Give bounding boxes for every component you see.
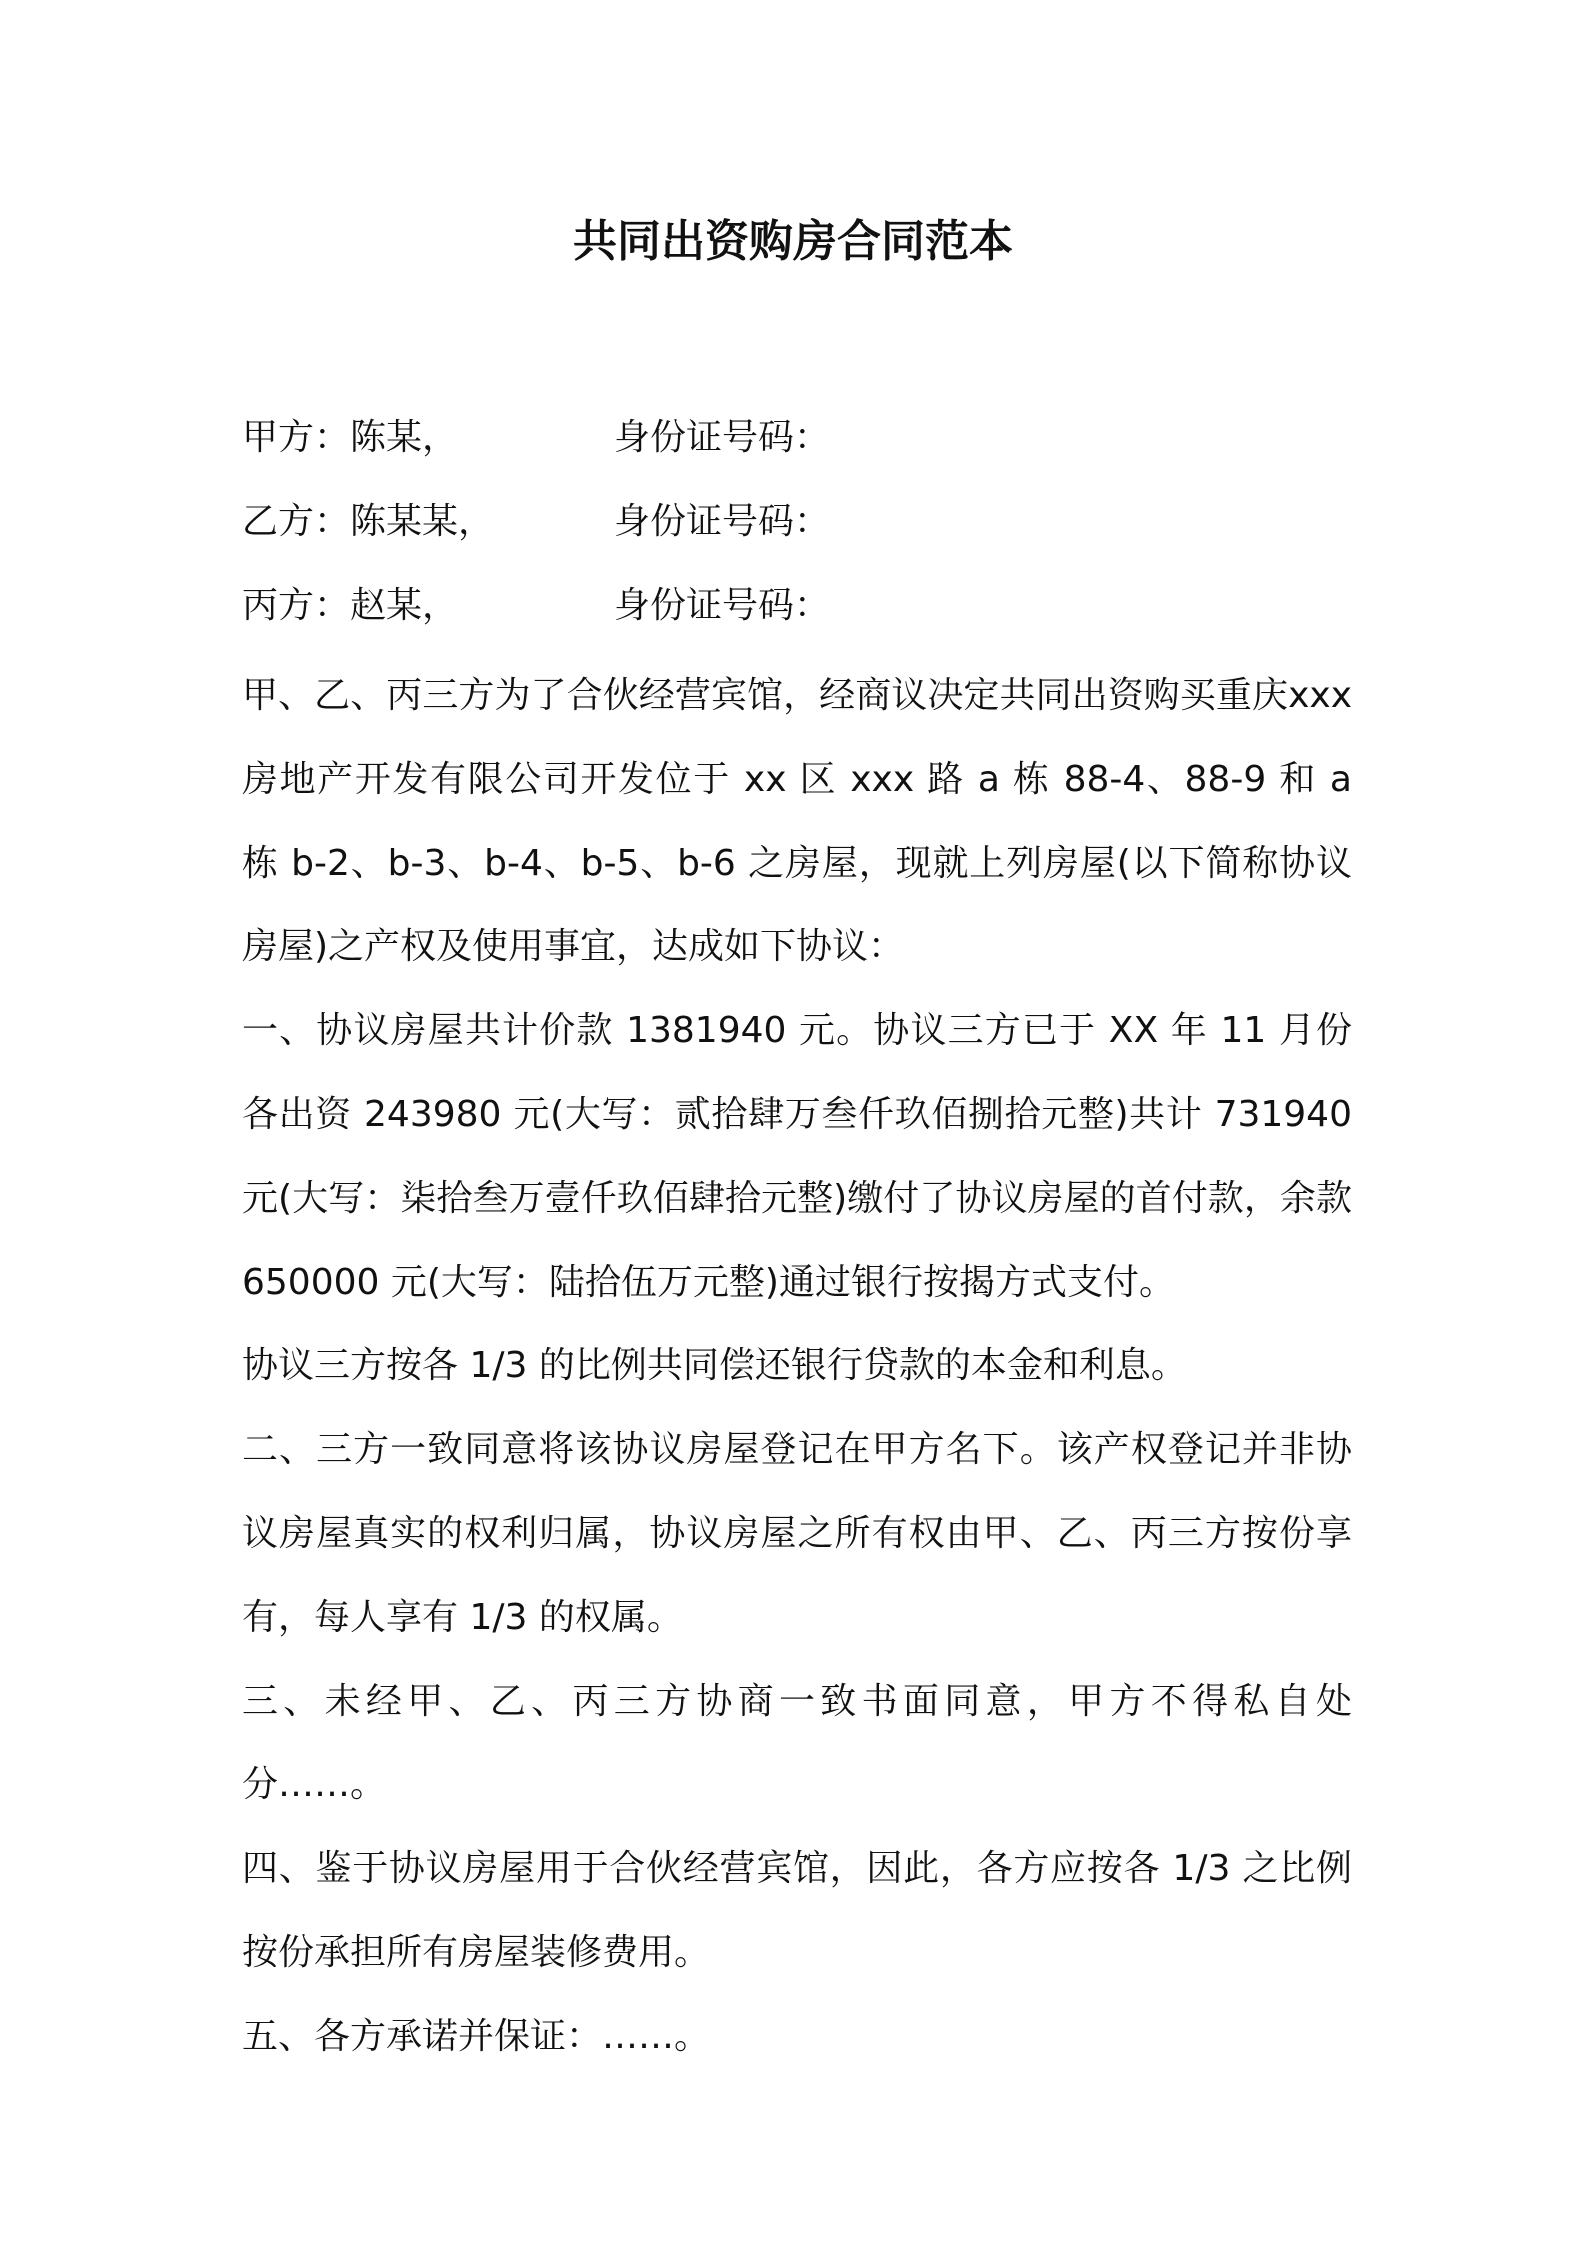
party-a-line [242,408,1362,468]
clause-1-paragraph: 一、协议房屋共计价款 1381940 元。协议三方已于 XX 年 11 月份各出资 243980 元(大写：贰拾肆万叁仟玖佰捌拾元整)共计 731940 元(大写：柒拾叁万壹仟玖佰肆拾元整)缴付了协议房屋的首付款，余款 650000 元(大写：陆拾伍万元整)通过银行按揭方式支付。 [242,1010,1352,1303]
clause-4-paragraph: 四、鉴于协议房屋用于合伙经营宾馆，因此，各方应按各 1/3 之比例按份承担所有房屋装修费用。 [242,1848,1352,1973]
document-title: 共同出资购房合同范本 [573,216,1013,267]
party-c-name: 丙方：赵某， [242,585,459,626]
party-b-name: 乙方：陈某某， [242,501,495,542]
party-a-name: 甲方：陈某， [242,417,459,458]
contract-body [242,654,1352,2079]
clause-3-paragraph: 三、未经甲、乙、丙三方协商一致书面同意，甲方不得私自处分……。 [242,1680,1352,1806]
party-a-id-label: 身份证号码： [614,417,831,458]
party-c-line [242,576,1362,636]
clause-5-paragraph: 五、各方承诺并保证：……。 [242,2015,711,2057]
clause-2-paragraph: 二、三方一致同意将该协议房屋登记在甲方名下。该产权登记并非协议房屋真实的权利归属，协议房屋之所有权由甲、乙、丙三方按份享有，每人享有 1/3 的权属。 [242,1429,1352,1638]
preamble-paragraph: 甲、乙、丙三方为了合伙经营宾馆，经商议决定共同出资购买重庆xxx 房地产开发有限公司开发位于 xx 区 xxx 路 a 栋 88-4、88-9 和 a 栋 b-2、b-3、b-4、b-5、b-6 之房屋，现就上列房屋(以下简称协议房屋)之产权及使用事宜，达成如下协议： [242,675,1352,968]
repayment-paragraph: 协议三方按各 1/3 的比例共同偿还银行贷款的本金和利息。 [242,1345,1187,1387]
party-c-id-label: 身份证号码： [614,585,831,626]
party-b-line [242,492,1362,552]
party-b-id-label: 身份证号码： [614,501,831,542]
